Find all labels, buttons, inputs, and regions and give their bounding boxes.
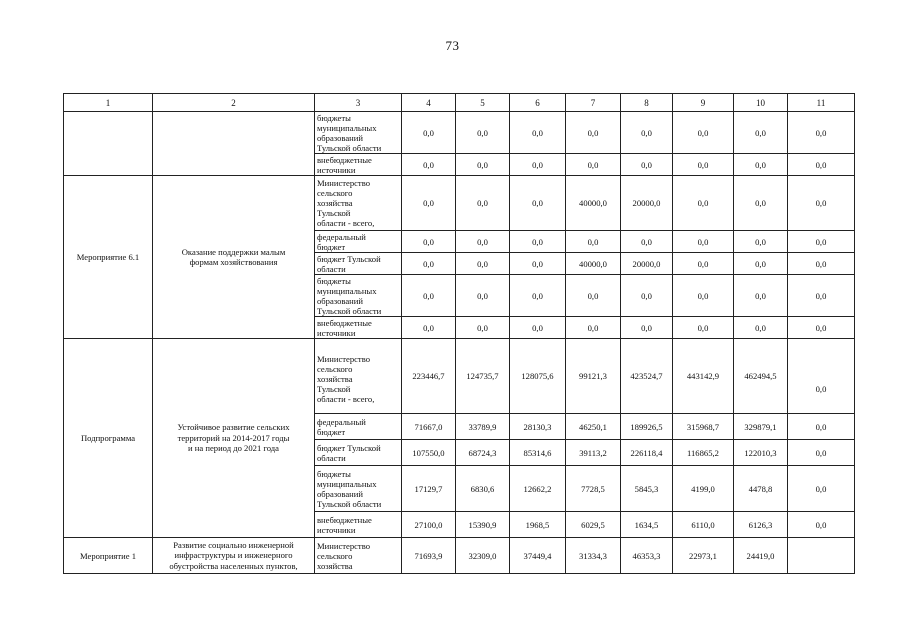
value-cell: 0,0 xyxy=(673,275,734,317)
header-cell: 4 xyxy=(402,94,456,112)
row-description-cell: Оказание поддержки малым формам хозяйствования xyxy=(153,176,315,339)
value-cell: 32309,0 xyxy=(456,538,510,574)
value-cell: 0,0 xyxy=(621,317,673,339)
value-cell: 20000,0 xyxy=(621,176,673,231)
value-cell: 116865,2 xyxy=(673,440,734,466)
header-row xyxy=(64,94,855,112)
value-cell: 0,0 xyxy=(402,176,456,231)
header-cell: 10 xyxy=(734,94,788,112)
value-cell: 0,0 xyxy=(673,112,734,154)
funding-source-cell: бюджет Тульской области xyxy=(315,253,402,275)
value-cell: 315968,7 xyxy=(673,414,734,440)
value-cell: 0,0 xyxy=(734,112,788,154)
value-cell: 0,0 xyxy=(510,253,566,275)
value-cell: 0,0 xyxy=(788,176,855,231)
value-cell: 0,0 xyxy=(734,317,788,339)
value-cell: 71667,0 xyxy=(402,414,456,440)
value-cell: 33789,9 xyxy=(456,414,510,440)
value-cell: 0,0 xyxy=(566,275,621,317)
value-cell: 40000,0 xyxy=(566,176,621,231)
value-cell: 85314,6 xyxy=(510,440,566,466)
value-cell: 0,0 xyxy=(734,154,788,176)
value-cell: 0,0 xyxy=(734,176,788,231)
value-cell: 0,0 xyxy=(510,112,566,154)
value-cell: 0,0 xyxy=(734,275,788,317)
value-cell: 0,0 xyxy=(788,112,855,154)
value-cell: 329879,1 xyxy=(734,414,788,440)
page-number: 73 xyxy=(445,38,460,53)
header-cell: 7 xyxy=(566,94,621,112)
value-cell: 17129,7 xyxy=(402,466,456,512)
value-cell: 423524,7 xyxy=(621,339,673,414)
value-cell: 0,0 xyxy=(402,154,456,176)
value-cell: 0,0 xyxy=(788,154,855,176)
value-cell: 7728,5 xyxy=(566,466,621,512)
value-cell: 0,0 xyxy=(510,176,566,231)
value-cell: 0,0 xyxy=(788,466,855,512)
row-label-cell: Подпрограмма xyxy=(64,339,153,538)
value-cell: 0,0 xyxy=(788,440,855,466)
value-cell: 46250,1 xyxy=(566,414,621,440)
value-cell: 5845,3 xyxy=(621,466,673,512)
value-cell: 0,0 xyxy=(566,231,621,253)
header-cell: 2 xyxy=(153,94,315,112)
value-cell: 15390,9 xyxy=(456,512,510,538)
header-cell: 1 xyxy=(64,94,153,112)
value-cell: 0,0 xyxy=(402,317,456,339)
value-cell: 31334,3 xyxy=(566,538,621,574)
value-cell: 128075,6 xyxy=(510,339,566,414)
value-cell: 99121,3 xyxy=(566,339,621,414)
row-label-cell: Мероприятие 1 xyxy=(64,538,153,574)
value-cell: 0,0 xyxy=(402,112,456,154)
header-cell: 5 xyxy=(456,94,510,112)
value-cell: 6126,3 xyxy=(734,512,788,538)
funding-source-cell: федеральный бюджет xyxy=(315,414,402,440)
value-cell: 0,0 xyxy=(673,253,734,275)
header-cell: 6 xyxy=(510,94,566,112)
table-row xyxy=(64,176,855,231)
funding-source-cell: Министерство сельского хозяйства Тульской области - всего, xyxy=(315,339,402,414)
value-cell: 0,0 xyxy=(621,231,673,253)
value-cell: 68724,3 xyxy=(456,440,510,466)
value-cell: 0,0 xyxy=(788,339,855,414)
value-cell: 0,0 xyxy=(734,231,788,253)
funding-source-cell: внебюджетные источники xyxy=(315,512,402,538)
value-cell: 4478,8 xyxy=(734,466,788,512)
value-cell: 124735,7 xyxy=(456,339,510,414)
row-label-cell: Мероприятие 6.1 xyxy=(64,176,153,339)
funding-source-cell: бюджеты муниципальных образований Тульской области xyxy=(315,112,402,154)
value-cell: 0,0 xyxy=(456,154,510,176)
value-cell: 6830,6 xyxy=(456,466,510,512)
value-cell: 443142,9 xyxy=(673,339,734,414)
funding-source-cell: Министерство сельского хозяйства xyxy=(315,538,402,574)
header-cell: 3 xyxy=(315,94,402,112)
value-cell: 0,0 xyxy=(788,275,855,317)
value-cell: 0,0 xyxy=(788,253,855,275)
value-cell: 0,0 xyxy=(566,154,621,176)
value-cell: 107550,0 xyxy=(402,440,456,466)
value-cell: 0,0 xyxy=(621,275,673,317)
value-cell: 0,0 xyxy=(621,112,673,154)
value-cell: 0,0 xyxy=(788,317,855,339)
value-cell: 0,0 xyxy=(673,176,734,231)
budget-table xyxy=(63,93,855,574)
value-cell: 0,0 xyxy=(510,154,566,176)
value-cell: 0,0 xyxy=(402,231,456,253)
row-description-cell xyxy=(153,112,315,176)
value-cell: 12662,2 xyxy=(510,466,566,512)
value-cell: 0,0 xyxy=(788,231,855,253)
funding-source-cell: бюджеты муниципальных образований Тульской области xyxy=(315,275,402,317)
value-cell: 0,0 xyxy=(510,231,566,253)
funding-source-cell: бюджет Тульской области xyxy=(315,440,402,466)
value-cell: 40000,0 xyxy=(566,253,621,275)
value-cell: 226118,4 xyxy=(621,440,673,466)
value-cell: 223446,7 xyxy=(402,339,456,414)
value-cell: 4199,0 xyxy=(673,466,734,512)
value-cell: 0,0 xyxy=(788,414,855,440)
value-cell: 0,0 xyxy=(673,154,734,176)
value-cell: 71693,9 xyxy=(402,538,456,574)
value-cell: 1968,5 xyxy=(510,512,566,538)
funding-source-cell: внебюджетные источники xyxy=(315,317,402,339)
value-cell: 0,0 xyxy=(456,317,510,339)
value-cell: 189926,5 xyxy=(621,414,673,440)
value-cell: 0,0 xyxy=(673,317,734,339)
header-cell: 11 xyxy=(788,94,855,112)
value-cell: 0,0 xyxy=(402,275,456,317)
value-cell: 22973,1 xyxy=(673,538,734,574)
value-cell: 24419,0 xyxy=(734,538,788,574)
value-cell: 37449,4 xyxy=(510,538,566,574)
value-cell: 0,0 xyxy=(734,253,788,275)
value-cell: 0,0 xyxy=(510,317,566,339)
row-label-cell xyxy=(64,112,153,176)
value-cell: 6110,0 xyxy=(673,512,734,538)
value-cell: 0,0 xyxy=(402,253,456,275)
funding-source-cell: Министерство сельского хозяйства Тульской области - всего, xyxy=(315,176,402,231)
value-cell: 20000,0 xyxy=(621,253,673,275)
value-cell: 27100,0 xyxy=(402,512,456,538)
value-cell: 39113,2 xyxy=(566,440,621,466)
value-cell: 0,0 xyxy=(788,512,855,538)
value-cell: 46353,3 xyxy=(621,538,673,574)
value-cell: 0,0 xyxy=(456,176,510,231)
value-cell: 0,0 xyxy=(456,112,510,154)
value-cell: 0,0 xyxy=(566,317,621,339)
value-cell: 0,0 xyxy=(510,275,566,317)
value-cell: 0,0 xyxy=(673,231,734,253)
value-cell: 28130,3 xyxy=(510,414,566,440)
header-cell: 9 xyxy=(673,94,734,112)
value-cell: 0,0 xyxy=(566,112,621,154)
value-cell: 122010,3 xyxy=(734,440,788,466)
value-cell: 0,0 xyxy=(456,253,510,275)
header-cell: 8 xyxy=(621,94,673,112)
value-cell: 462494,5 xyxy=(734,339,788,414)
funding-source-cell: федеральный бюджет xyxy=(315,231,402,253)
value-cell xyxy=(788,538,855,574)
value-cell: 0,0 xyxy=(621,154,673,176)
table-row xyxy=(64,112,855,154)
value-cell: 6029,5 xyxy=(566,512,621,538)
table-row xyxy=(64,339,855,414)
funding-source-cell: бюджеты муниципальных образований Тульской области xyxy=(315,466,402,512)
table-row xyxy=(64,538,855,574)
row-description-cell: Устойчивое развитие сельских территорий на 2014-2017 годы и на период до 2021 года xyxy=(153,339,315,538)
value-cell: 1634,5 xyxy=(621,512,673,538)
value-cell: 0,0 xyxy=(456,275,510,317)
value-cell: 0,0 xyxy=(456,231,510,253)
row-description-cell: Развитие социально инженерной инфраструктуры и инженерного обустройства населенных пунктов, xyxy=(153,538,315,574)
funding-source-cell: внебюджетные источники xyxy=(315,154,402,176)
